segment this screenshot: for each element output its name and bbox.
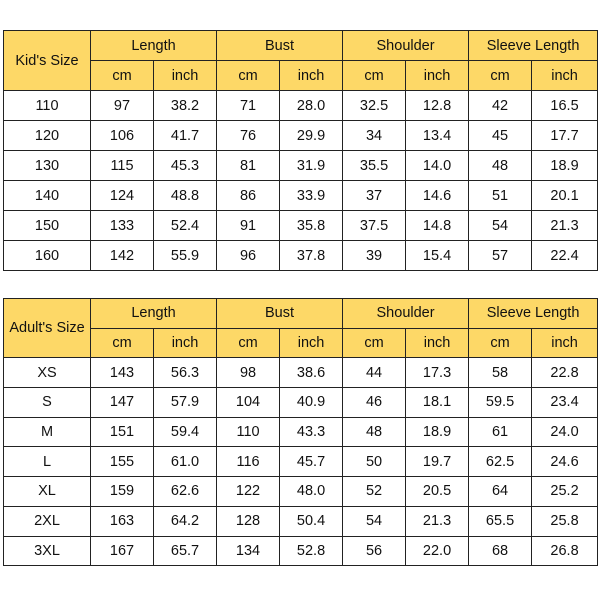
measurement-cell: 143 [91,358,154,388]
unit-cm-header: cm [91,61,154,91]
size-cell: 140 [4,181,91,211]
measurement-cell: 59.5 [469,388,532,418]
measurement-cell: 31.9 [280,151,343,181]
measurement-cell: 50 [343,447,406,477]
measurement-cell: 59.4 [154,417,217,447]
measurement-cell: 57.9 [154,388,217,418]
unit-inch-header: inch [406,328,469,358]
measurement-cell: 96 [217,241,280,271]
unit-cm-header: cm [469,61,532,91]
measurement-cell: 18.9 [406,417,469,447]
measurement-cell: 14.0 [406,151,469,181]
measurement-cell: 142 [91,241,154,271]
measurement-cell: 62.5 [469,447,532,477]
measurement-cell: 42 [469,91,532,121]
measurement-cell: 167 [91,536,154,566]
measurement-cell: 41.7 [154,121,217,151]
size-cell: 120 [4,121,91,151]
measurement-cell: 46 [343,388,406,418]
measurement-cell: 50.4 [280,506,343,536]
table-row [4,91,598,121]
measurement-cell: 43.3 [280,417,343,447]
table-row [4,477,598,507]
measurement-cell: 20.5 [406,477,469,507]
sleeve-length-header: Sleeve Length [469,31,598,61]
measurement-cell: 16.5 [532,91,598,121]
kids-size-header: Kid's Size [4,31,91,91]
measurement-cell: 18.1 [406,388,469,418]
size-cell: 2XL [4,506,91,536]
measurement-cell: 22.0 [406,536,469,566]
measurement-cell: 29.9 [280,121,343,151]
measurement-cell: 45.3 [154,151,217,181]
measurement-cell: 35.5 [343,151,406,181]
shoulder-header: Shoulder [343,299,469,329]
measurement-cell: 116 [217,447,280,477]
measurement-cell: 55.9 [154,241,217,271]
measurement-cell: 28.0 [280,91,343,121]
measurement-cell: 151 [91,417,154,447]
measurement-cell: 14.8 [406,211,469,241]
unit-inch-header: inch [406,61,469,91]
measurement-cell: 14.6 [406,181,469,211]
measurement-cell: 37.5 [343,211,406,241]
unit-inch-header: inch [532,61,598,91]
measurement-cell: 21.3 [532,211,598,241]
measurement-cell: 21.3 [406,506,469,536]
table-row [4,121,598,151]
measurement-cell: 19.7 [406,447,469,477]
length-header: Length [91,299,217,329]
measurement-cell: 52.8 [280,536,343,566]
measurement-cell: 106 [91,121,154,151]
size-cell: XS [4,358,91,388]
measurement-cell: 134 [217,536,280,566]
adults-table-body [4,358,598,566]
measurement-cell: 48 [343,417,406,447]
measurement-cell: 33.9 [280,181,343,211]
measurement-cell: 38.6 [280,358,343,388]
measurement-cell: 56.3 [154,358,217,388]
measurement-cell: 61 [469,417,532,447]
length-header: Length [91,31,217,61]
measurement-cell: 24.6 [532,447,598,477]
measurement-cell: 12.8 [406,91,469,121]
table-row [4,358,598,388]
measurement-cell: 86 [217,181,280,211]
unit-cm-header: cm [469,328,532,358]
measurement-cell: 13.4 [406,121,469,151]
measurement-cell: 68 [469,536,532,566]
size-cell: 130 [4,151,91,181]
measurement-cell: 65.7 [154,536,217,566]
measurement-cell: 65.5 [469,506,532,536]
table-row [4,241,598,271]
measurement-cell: 159 [91,477,154,507]
measurement-cell: 133 [91,211,154,241]
unit-cm-header: cm [343,61,406,91]
table-row [4,447,598,477]
measurement-cell: 18.9 [532,151,598,181]
table-row [4,211,598,241]
measurement-cell: 58 [469,358,532,388]
unit-inch-header: inch [532,328,598,358]
size-cell: 150 [4,211,91,241]
measurement-cell: 97 [91,91,154,121]
measurement-cell: 64 [469,477,532,507]
size-cell: L [4,447,91,477]
table-row [4,536,598,566]
measurement-cell: 44 [343,358,406,388]
sleeve-length-header: Sleeve Length [469,299,598,329]
measurement-cell: 25.8 [532,506,598,536]
size-cell: 3XL [4,536,91,566]
measurement-cell: 57 [469,241,532,271]
measurement-cell: 15.4 [406,241,469,271]
measurement-cell: 155 [91,447,154,477]
measurement-cell: 76 [217,121,280,151]
measurement-cell: 17.7 [532,121,598,151]
unit-inch-header: inch [154,328,217,358]
size-cell: 160 [4,241,91,271]
measurement-cell: 38.2 [154,91,217,121]
measurement-cell: 52 [343,477,406,507]
table-row [4,388,598,418]
measurement-cell: 32.5 [343,91,406,121]
table-row [4,417,598,447]
measurement-cell: 62.6 [154,477,217,507]
measurement-cell: 81 [217,151,280,181]
measurement-cell: 64.2 [154,506,217,536]
measurement-cell: 122 [217,477,280,507]
table-row [4,181,598,211]
measurement-cell: 45 [469,121,532,151]
bust-header: Bust [217,299,343,329]
measurement-cell: 48 [469,151,532,181]
measurement-cell: 147 [91,388,154,418]
measurement-cell: 110 [217,417,280,447]
unit-cm-header: cm [91,328,154,358]
size-cell: S [4,388,91,418]
measurement-cell: 45.7 [280,447,343,477]
measurement-cell: 34 [343,121,406,151]
measurement-cell: 54 [469,211,532,241]
measurement-cell: 40.9 [280,388,343,418]
unit-cm-header: cm [217,328,280,358]
measurement-cell: 163 [91,506,154,536]
shoulder-header: Shoulder [343,31,469,61]
measurement-cell: 54 [343,506,406,536]
size-cell: 110 [4,91,91,121]
measurement-cell: 22.8 [532,358,598,388]
measurement-cell: 20.1 [532,181,598,211]
measurement-cell: 37 [343,181,406,211]
measurement-cell: 37.8 [280,241,343,271]
measurement-cell: 56 [343,536,406,566]
measurement-cell: 48.8 [154,181,217,211]
adults-size-table [3,298,598,566]
measurement-cell: 104 [217,388,280,418]
unit-inch-header: inch [154,61,217,91]
measurement-cell: 22.4 [532,241,598,271]
measurement-cell: 17.3 [406,358,469,388]
measurement-cell: 124 [91,181,154,211]
measurement-cell: 23.4 [532,388,598,418]
unit-inch-header: inch [280,61,343,91]
measurement-cell: 39 [343,241,406,271]
bust-header: Bust [217,31,343,61]
measurement-cell: 26.8 [532,536,598,566]
measurement-cell: 25.2 [532,477,598,507]
table-row [4,151,598,181]
measurement-cell: 52.4 [154,211,217,241]
adults-size-header: Adult's Size [4,299,91,358]
measurement-cell: 128 [217,506,280,536]
measurement-cell: 24.0 [532,417,598,447]
measurement-cell: 48.0 [280,477,343,507]
size-cell: M [4,417,91,447]
measurement-cell: 91 [217,211,280,241]
table-row [4,506,598,536]
unit-cm-header: cm [343,328,406,358]
unit-cm-header: cm [217,61,280,91]
size-cell: XL [4,477,91,507]
measurement-cell: 61.0 [154,447,217,477]
measurement-cell: 71 [217,91,280,121]
measurement-cell: 115 [91,151,154,181]
kids-size-table [3,30,598,271]
measurement-cell: 35.8 [280,211,343,241]
unit-inch-header: inch [280,328,343,358]
measurement-cell: 51 [469,181,532,211]
kids-table-body [4,91,598,271]
measurement-cell: 98 [217,358,280,388]
